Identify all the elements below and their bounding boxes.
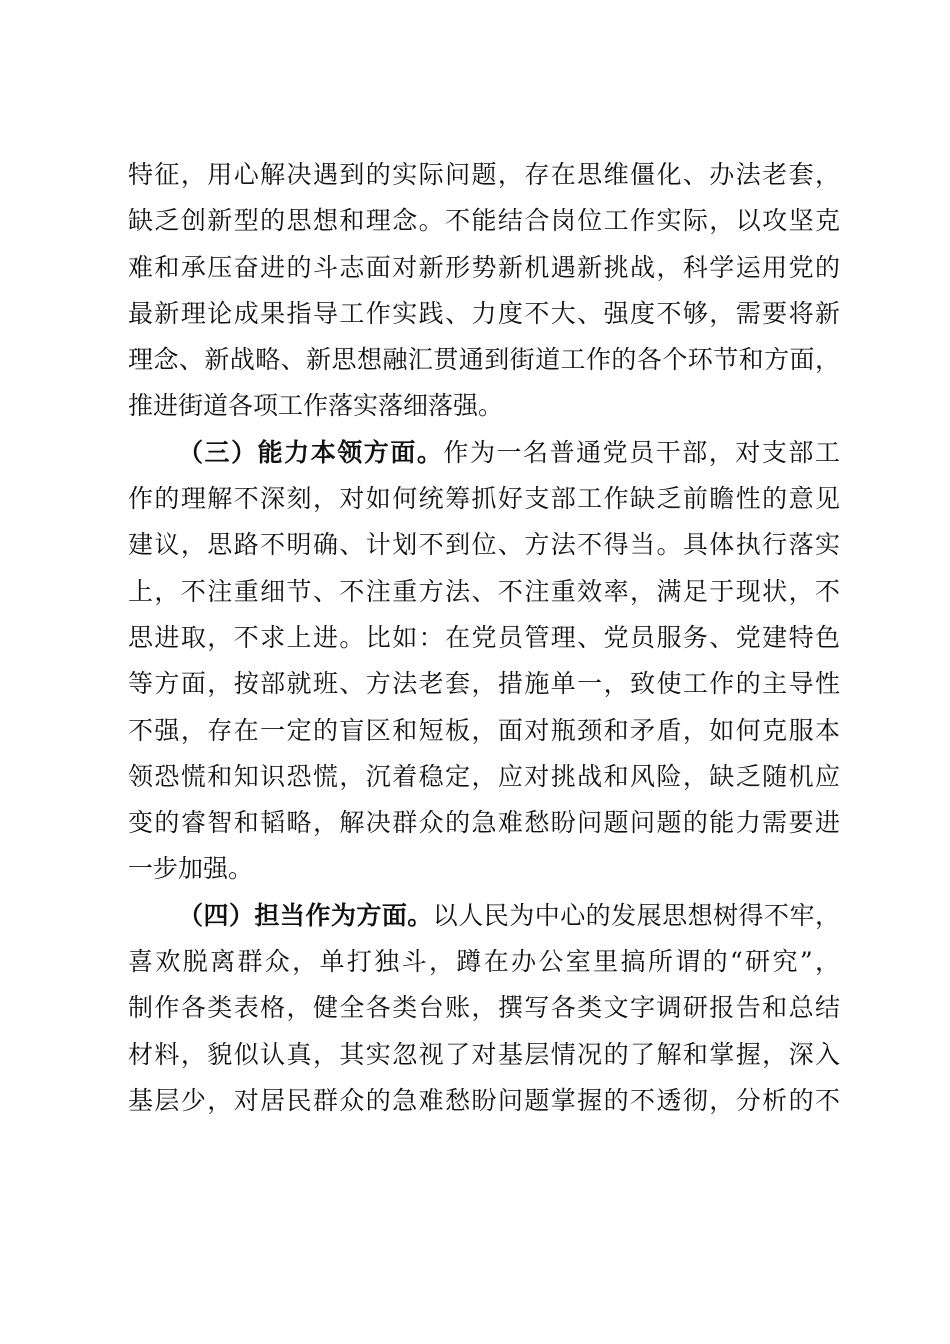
p1-line-3: 难和承压奋进的斗志面对新形势新机遇新挑战，科学运用党的 (128, 252, 840, 282)
p2-line-3: 建议，思路不明确、计划不到位、方法不得当。具体执行落实 (128, 530, 840, 560)
p2-line-8: 领恐慌和知识恐慌，沉着稳定，应对挑战和风险，缺乏随机应 (128, 761, 840, 791)
p3-line-3: 制作各类表格，健全各类台账，撰写各类文字调研报告和总结 (128, 993, 840, 1023)
p1-line-2: 缺乏创新型的思想和理念。不能结合岗位工作实际，以攻坚克 (128, 206, 840, 236)
p2-first-line-text: 作为一名普通党员干部，对支部工 (443, 437, 840, 467)
p2-line-4: 上，不注重细节、不注重方法、不注重效率，满足于现状，不 (128, 576, 840, 606)
p2-first-line (128, 430, 840, 476)
p2-line-6: 等方面，按部就班、方法老套，措施单一，致使工作的主导性 (128, 669, 840, 699)
p2-line-9: 变的睿智和韬略，解决群众的急难愁盼问题问题的能力需要进 (128, 808, 840, 838)
p1-line-1: 特征，用心解决遇到的实际问题，存在思维僵化、办法老套， (128, 160, 840, 189)
p3-line-2: 喜欢脱离群众，单打独斗，蹲在办公室里搞所谓的“研究”， (128, 947, 840, 977)
document-body (128, 152, 840, 1124)
p2-line-5: 思进取，不求上进。比如：在党员管理、党员服务、党建特色 (128, 622, 840, 652)
section-heading-responsibility: （四）担当作为方面。 (178, 900, 433, 930)
section-heading-ability: （三）能力本领方面。 (178, 437, 444, 467)
p2-line-2: 作的理解不深刻，对如何统筹抓好支部工作缺乏前瞻性的意见 (128, 484, 840, 514)
p3-line-5: 基层少，对居民群众的急难愁盼问题掌握的不透彻，分析的不 (128, 1085, 840, 1115)
p1-line-5: 理念、新战略、新思想融汇贯通到街道工作的各个环节和方面， (128, 345, 840, 375)
p3-line-4: 材料，貌似认真，其实忽视了对基层情况的了解和掌握，深入 (128, 1039, 840, 1069)
p1-line-4: 最新理论成果指导工作实践、力度不大、强度不够，需要将新 (128, 298, 840, 328)
p3-first-line-text: 以人民为中心的发展思想树得不牢， (432, 900, 840, 930)
p2-line-10: 一步加强。 (128, 854, 254, 884)
p3-first-line (128, 893, 840, 939)
p2-line-7: 不强，存在一定的盲区和短板，面对瓶颈和矛盾，如何克服本 (128, 715, 840, 745)
p1-line-6: 推进街道各项工作落实落细落强。 (128, 391, 504, 421)
